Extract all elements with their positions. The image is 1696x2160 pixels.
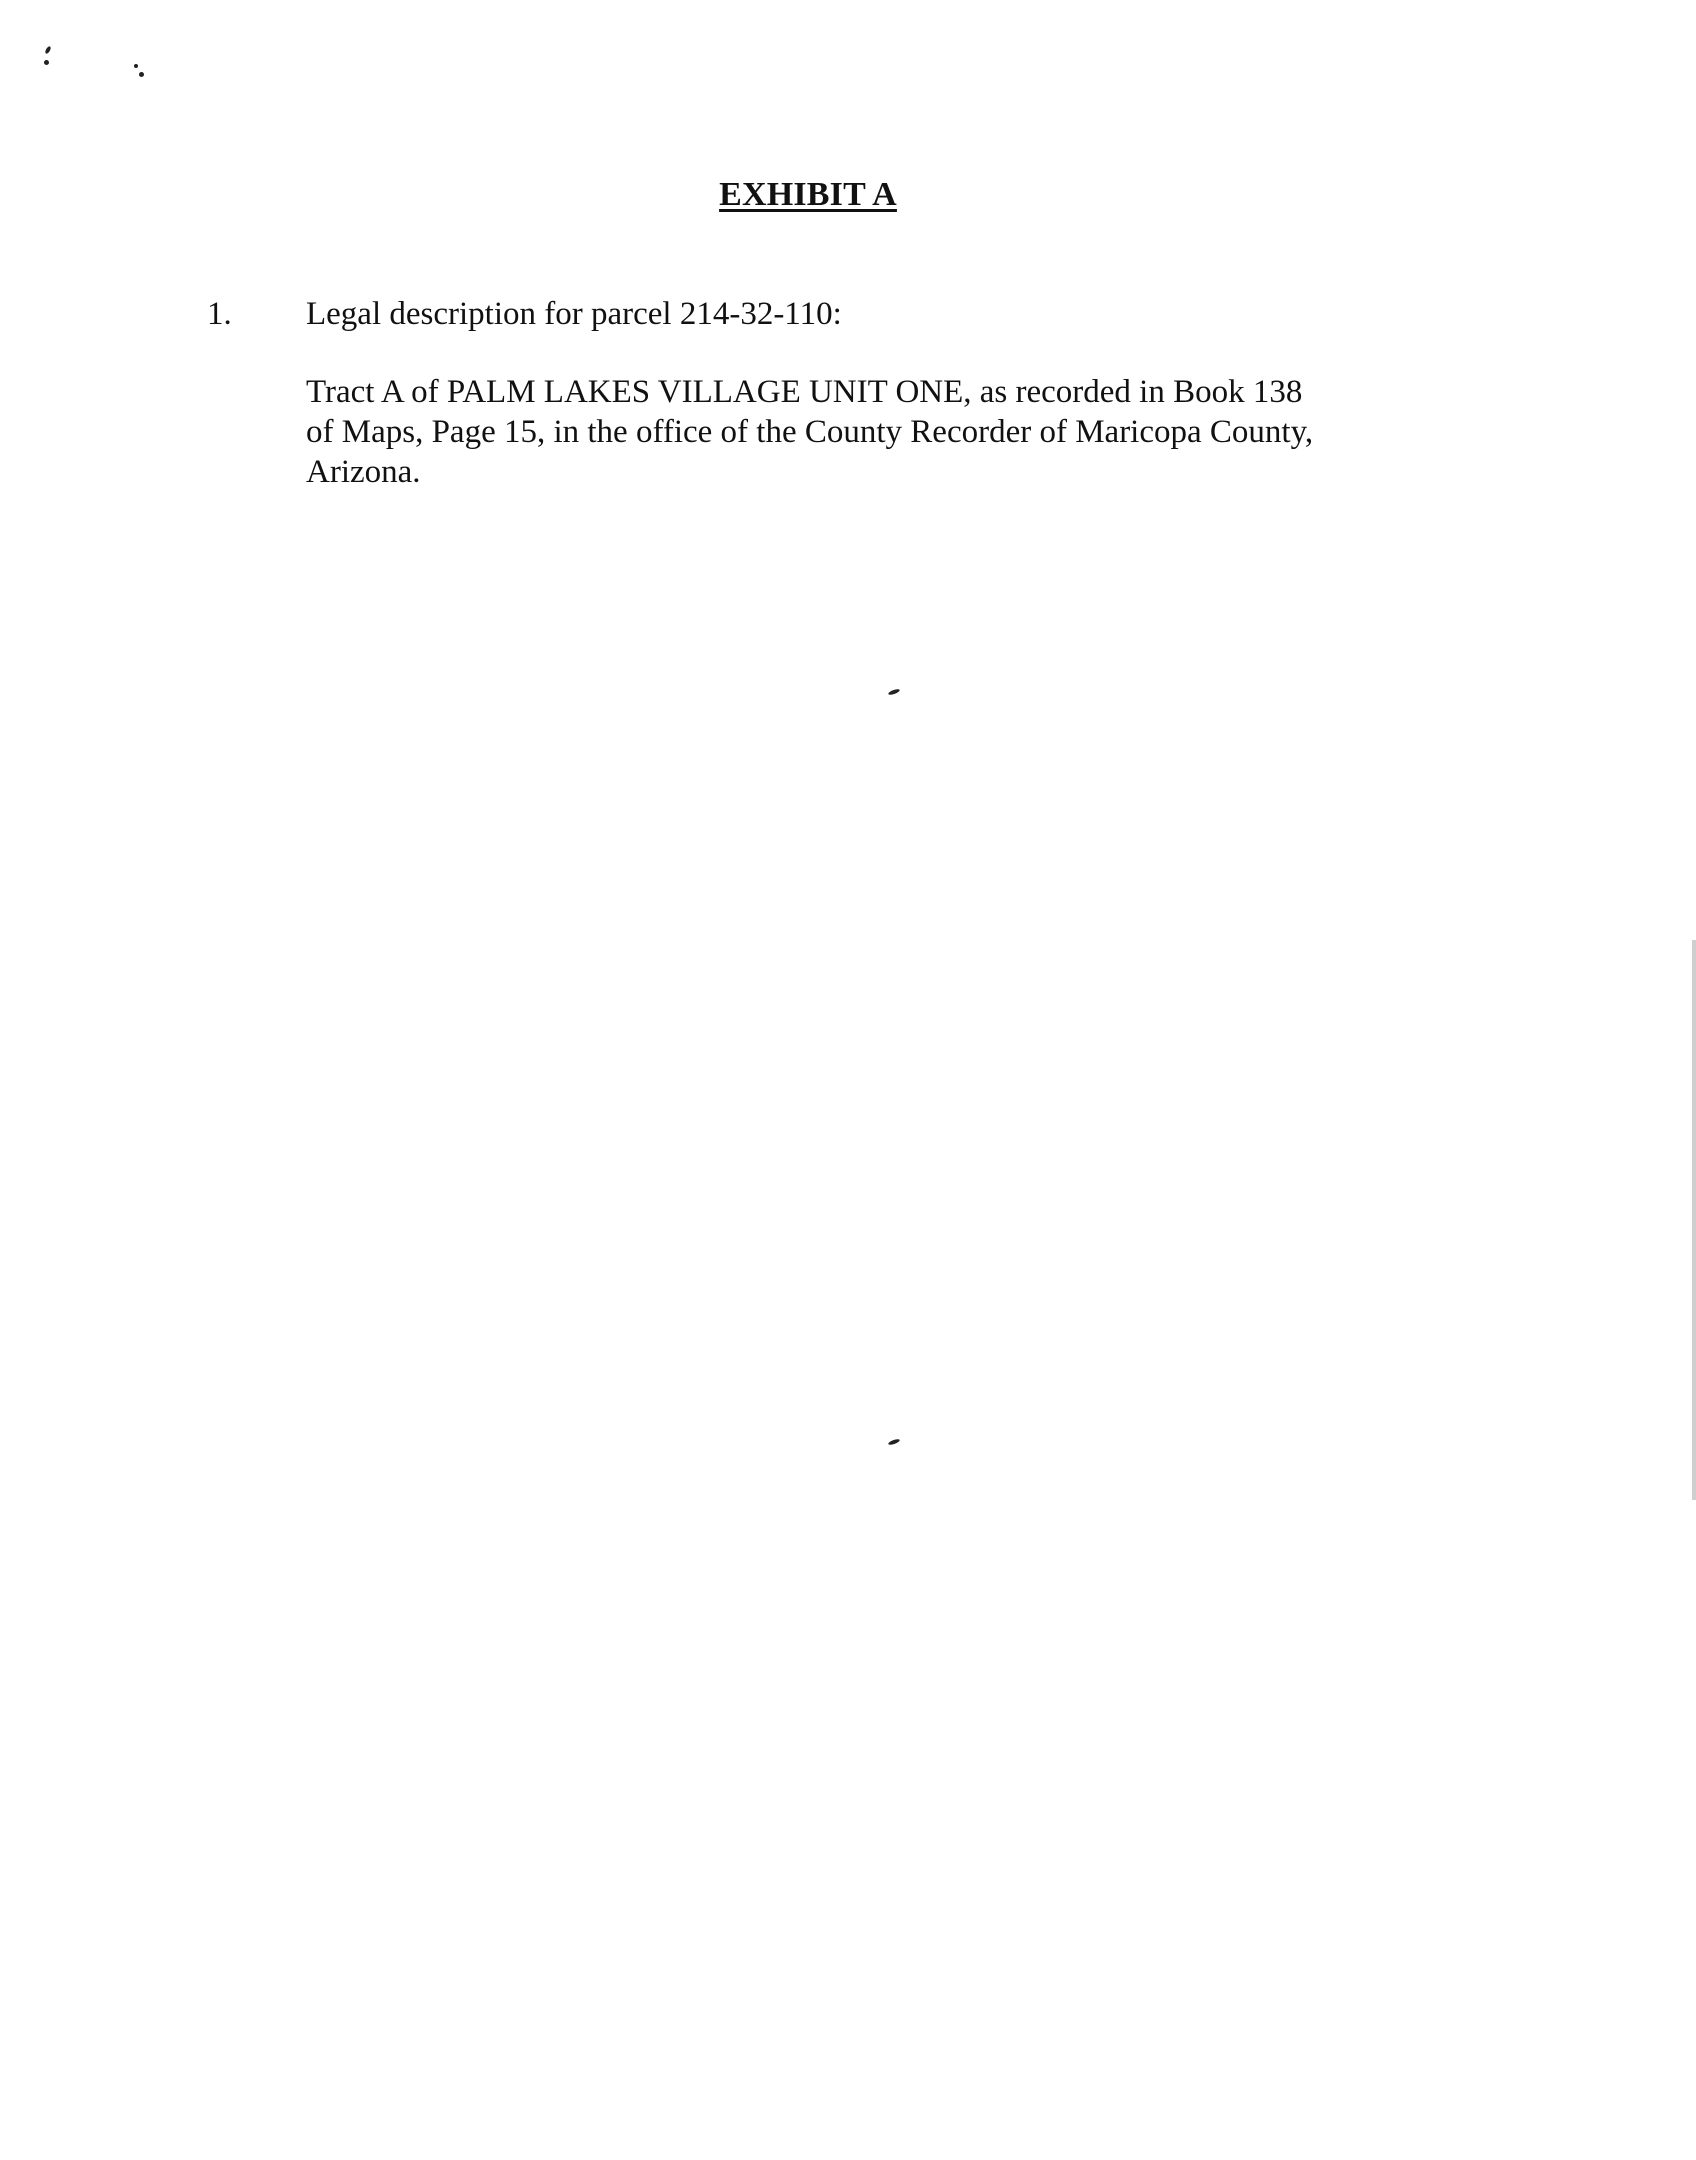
scan-speck	[44, 46, 51, 55]
legal-description-line: of Maps, Page 15, in the office of the County Recorder of Maricopa County,	[306, 414, 1314, 450]
scan-speck	[888, 1438, 901, 1446]
scan-speck	[134, 64, 138, 68]
scan-edge-shadow	[1692, 940, 1696, 1500]
item-number: 1.	[207, 296, 232, 332]
scan-speck	[44, 60, 49, 65]
scan-speck	[888, 688, 901, 696]
legal-description-line: Tract A of PALM LAKES VILLAGE UNIT ONE, as recorded in Book 138	[306, 374, 1303, 410]
exhibit-title: EXHIBIT A	[719, 176, 897, 213]
legal-description-body	[306, 372, 1336, 492]
item-heading: Legal description for parcel 214-32-110:	[306, 296, 842, 332]
scan-speck	[139, 72, 144, 77]
legal-description-line: Arizona.	[306, 454, 421, 490]
